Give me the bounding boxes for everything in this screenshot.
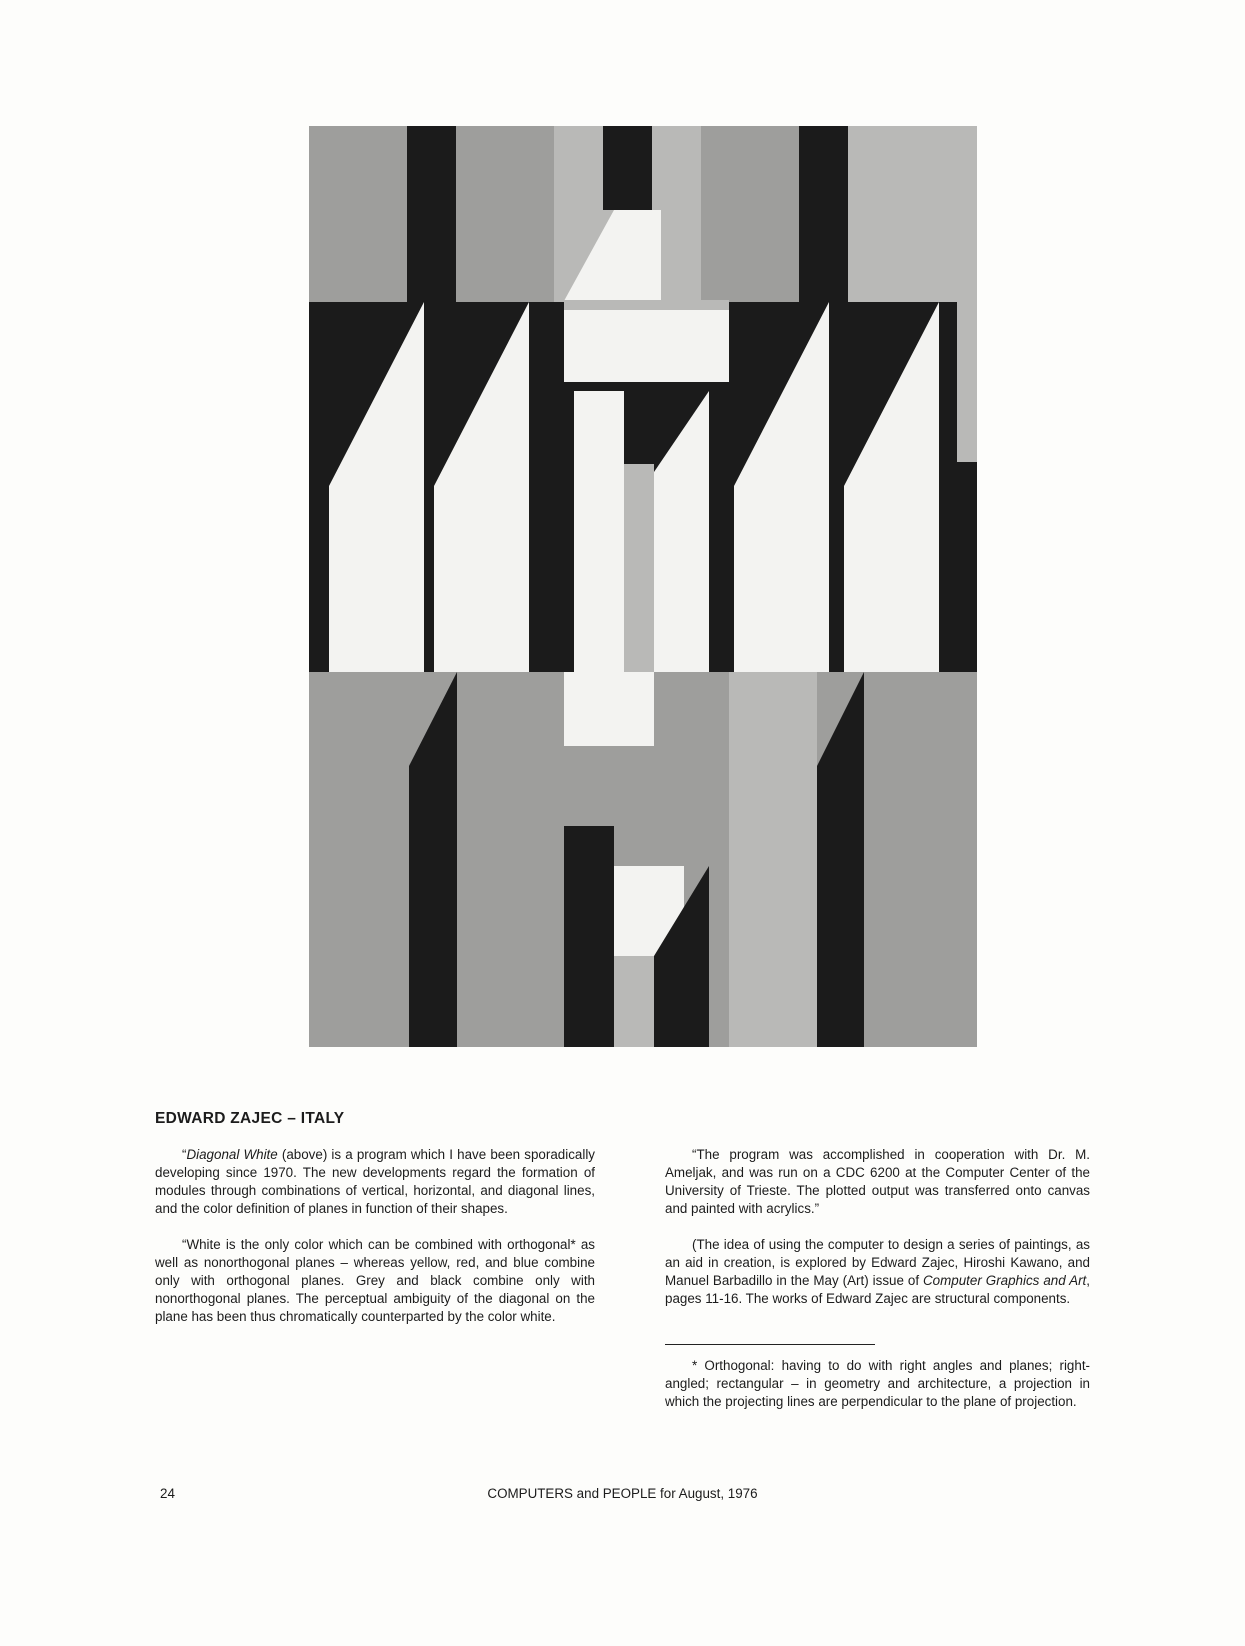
artwork-diagonal-white — [309, 126, 977, 1047]
paragraph-text: (above) is a program which I have been sporadically developing since 1970. The new developments regard the formation of modules through combinations of vertical, horizontal, and diagonal lines, and the color definition of planes in function of their shapes. — [155, 1147, 595, 1216]
art-upper-bar-edge — [564, 300, 729, 310]
paragraph-program-credits: “The program was accomplished in cooperation with Dr. M. Ameljak, and was run on a CDC 6200 at the Computer Center of the University of Trieste. The plotted output was transferred onto canvas and painted with acrylics.” — [665, 1147, 1090, 1216]
page-number: 24 — [160, 1486, 175, 1501]
journal-title: Computer Graphics and Art — [923, 1273, 1087, 1288]
right-column — [665, 1146, 1090, 1429]
article-heading: EDWARD ZAJEC – ITALY — [155, 1110, 345, 1127]
art-upper-bar — [564, 302, 729, 382]
art-vertical-column — [574, 391, 624, 672]
footnote-orthogonal: * Orthogonal: having to do with right angles and planes; right-angled; rectangular – in geometry and architecture, a projection in which the projecting lines are perpendicular to the plane of projection. — [665, 1358, 1090, 1409]
opening-quote: “ — [182, 1147, 187, 1162]
art-lower-column — [457, 672, 557, 1047]
art-lower-bar — [564, 746, 729, 826]
art-lower-column — [864, 672, 977, 1047]
art-top-block — [701, 126, 799, 302]
art-right-edge — [957, 302, 977, 462]
art-lower-column — [729, 672, 817, 1047]
art-top-block — [456, 126, 554, 302]
art-top-block — [407, 126, 456, 302]
paragraph-editor-note — [665, 1236, 1090, 1308]
footnote-divider — [665, 1344, 875, 1345]
paragraph-program-description — [155, 1146, 595, 1218]
artwork-title-reference: Diagonal White — [186, 1147, 278, 1162]
art-top-block — [799, 126, 848, 302]
running-footer: COMPUTERS and PEOPLE for August, 1976 — [487, 1486, 758, 1501]
art-top-block — [848, 126, 977, 302]
art-lower-block — [564, 826, 614, 1047]
art-lower-block — [564, 672, 654, 746]
paragraph-text: (The idea of using the computer to design a series of paintings, as an aid in creation, is explored by Edward Zajec, Hiroshi Kawano, and Manuel Barbadillo in the May (Art) issue of — [665, 1237, 1090, 1288]
art-vertical-column — [624, 464, 654, 672]
art-lower-block — [614, 956, 654, 1047]
left-column — [155, 1146, 595, 1344]
paragraph-white-color: “White is the only color which can be combined with orthogonal* as well as nonorthogonal planes – whereas yellow, red, and blue combine only with orthogonal planes. Grey and black combine only with nonorthogonal planes. The perceptual ambiguity of the diagonal on the plane has been thus chromatically counterparted by the color white. — [155, 1237, 595, 1324]
art-top-block — [309, 126, 407, 302]
paragraph-text: , pages 11-16. The works of Edward Zajec are structural components. — [665, 1273, 1090, 1306]
